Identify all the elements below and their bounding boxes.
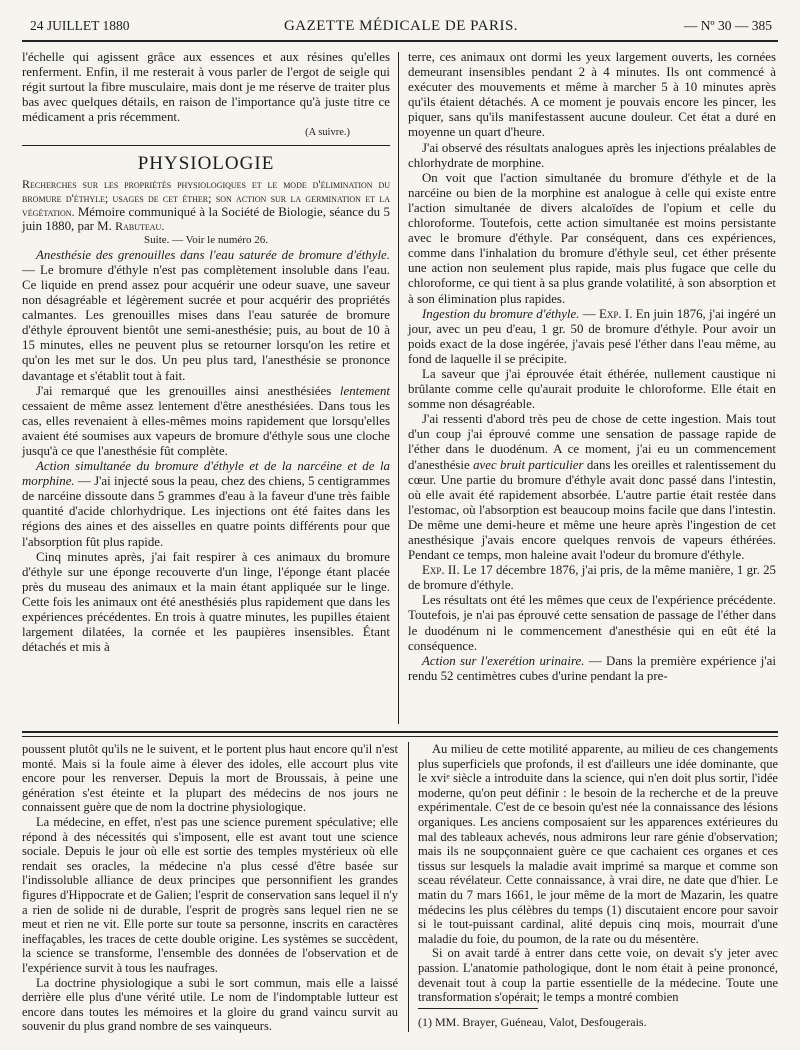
header-journal-title: GAZETTE MÉDICALE DE PARIS. bbox=[283, 18, 519, 34]
paragraph: poussent plutôt qu'ils ne le suivent, et le portent plus haut encore qu'il n'est monté. Mais si la foule aime à élever des idoles, elle accourt plus vite encore pour les renverser. Depuis la mort de Broussais, à peine une génération s'est éteinte et la plupart des médecins de nos jours ne connaissent guère que de nom la doctrine physiologique. bbox=[22, 742, 398, 815]
paragraph: On voit que l'action simultanée du bromure d'éthyle et de la narcéine ou bien de la morphine est analogue à celle qui existe entre l'action simultanée de divers alcaloïdes de l'opium et celle du chloroforme. Toutefois, cette action simultanée est moins persistante avec le bromure d'éthyle. Par conséquent, dans ces expériences, comme dans l'inhalation du bromure d'éthyle seul, cet éther présente une action non seulement plus rapide, mais plus fugace que celle du chloroforme, ce qui tient à sa plus grande volatilité, à son absorption et à son élimination plus rapides. bbox=[408, 170, 776, 306]
paragraph: J'ai observé des résultats analogues après les injections préalables de chlorhydrate de morphine. bbox=[408, 140, 776, 170]
top-right-column bbox=[408, 50, 776, 684]
paragraph: Action simultanée du bromure d'éthyle et de la narcéine et de la morphine. — J'ai injecté sous la peau, chez des chiens, 5 centigrammes de narcéine dissoute dans 5 grammes d'eau à la faveur d'une très faible quantité d'acide chlorhydrique. Les injections ont été faites dans les régions des aines et des aisselles en quatre points différents pour que l'absorption fût plus rapide. bbox=[22, 459, 390, 549]
feuilleton-rule-thin bbox=[22, 736, 778, 737]
paragraph: La saveur que j'ai éprouvée était éthérée, nullement caustique ni brûlante comme celle qu'aurait produite le chloroforme. Elle était en somme non désagréable. bbox=[408, 366, 776, 412]
bottom-right-column bbox=[418, 742, 778, 1005]
a-suivre-note: (A suivre.) bbox=[305, 127, 350, 139]
paragraph: J'ai ressenti d'abord très peu de chose de cette ingestion. Mais tout d'un coup j'ai éprouvé comme une sensation de passage rapide de l'éther dans le duodénum. A ce moment, j'ai eu un commencement d'anesthésie avec bruit particulier dans les oreilles et ralentissement du cœur. Une partie du bromure d'éthyle avait donc passé dans l'intestin, où elle avait été rapidement absorbée. L'autre partie était restée dans l'estomac, où l'absorption est beaucoup moins facile que dans l'intestin. De même une demi-heure et même une heure après l'ingestion de cet anesthésique j'avais encore quelques renvois de vapeurs éthérées. Pendant ce temps, mon haleine avait l'odeur du bromure d'éthyle. bbox=[408, 412, 776, 563]
paragraph: l'échelle qui agissent grâce aux essences et aux résines qu'elles renferment. Enfin, il me resterait à vous parler de l'ergot de seigle qui régit surtout la fibre musculaire, mais dont je me réserve de traiter plus bas avec quelques détails, en raison de l'importance qu'à juste titre ce médicament a pris récemment. bbox=[22, 50, 390, 125]
paragraph: Cinq minutes après, j'ai fait respirer à ces animaux du bromure d'éthyle sur une éponge recouverte d'un linge, l'éponge étant placée près du museau des animaux et la main étant appliquée sur le linge. Cette fois les animaux ont été anesthésiés plus rapidement que dans les expériences précédentes. En trois à quatre minutes, les pupilles étaient largement dilatées, la cornée et les paupières insensibles. Étant détachés et mis à bbox=[22, 549, 390, 655]
column-divider-bottom bbox=[408, 742, 409, 1032]
paragraph: Anesthésie des grenouilles dans l'eau saturée de bromure d'éthyle. — Le bromure d'éthyle n'est pas complètement insoluble dans l'eau. Ce liquide en prend assez pour acquérir une odeur suave, une saveur non désagréable et légèrement sucrée et pour acquérir des propriétés calmantes. Les grenouilles mises dans l'eau saturée de bromure d'éthyle éprouvent bientôt une semi-anesthésie; puis, au bout de 10 à 15 minutes, elles ne peuvent plus se retourner lorsqu'on les retire et qu'on les met sur le dos. Un peu plus tard, l'anesthésie se prononce davantage et s'établit tout à fait. bbox=[22, 247, 390, 383]
top-left-column bbox=[22, 50, 390, 655]
suite-note: Suite. — Voir le numéro 26. bbox=[144, 233, 268, 246]
paragraph: Si on avait tardé à entrer dans cette voie, on devait s'y jeter avec passion. L'anatomie pathologique, dont le nom était à peine prononcé, devenait tout à coup la partie essentielle de la médecine. Toute une transformation s'opérait; le temps a montré combien bbox=[418, 946, 778, 1005]
header-date: 24 JUILLET 1880 bbox=[30, 18, 130, 33]
paragraph: Action sur l'exerétion urinaire. — Dans la première expérience j'ai rendu 52 centimètres cubes d'urine pendant la pre- bbox=[408, 653, 776, 683]
paragraph: La médecine, en effet, n'est pas une science purement spéculative; elle répond à des nécessités qui s'imposent, elle est avant tout une science sociale. Depuis le jour où elle est sortie des temples mystérieux où elle rendait ses oracles, la médecine n'a plus cessé d'être basée sur l'indissoluble alliance de deux principes que personnifient les grandes figures d'Hippocrate et de Galien; l'esprit de conservation sans lequel il n'y a rien de solide ni de durable, l'esprit de progrès sans lequel rien ne se meut et rien ne vit. Elle porte sur toute sa personne, inscrits en caractères ineffaçables, les traces de cette double origine. Les systèmes se succèdent, la science se transforme, l'ensemble des données de l'observation et de l'expérience survit à tous les naufrages. bbox=[22, 814, 398, 975]
article-title: Recherches sur les propriétés physiologiques et le mode d'élimination du bromure d'éthyle; usages de cet éther; son action sur la germination et la végétation. Mémoire communiqué à la Société de Biologie, séance du 5 juin 1880, par M. Rabuteau. bbox=[22, 176, 391, 233]
page-header bbox=[30, 14, 772, 36]
section-title: PHYSIOLOGIE bbox=[137, 152, 275, 174]
footnote-rule bbox=[418, 1008, 538, 1009]
section-rule bbox=[22, 145, 390, 146]
paragraph: Les résultats ont été les mêmes que ceux de l'expérience précédente. Toutefois, je n'ai pas éprouvé cette sensation de passage de l'éther dans le duodénum ni le commencement d'anesthésie qui en eût été la conséquence. bbox=[408, 593, 776, 653]
paragraph: Exp. II. Le 17 décembre 1876, j'ai pris, de la même manière, 1 gr. 25 de bromure d'éthyle. bbox=[408, 563, 777, 593]
paragraph: Au milieu de cette motilité apparente, au milieu de ces changements plus superficiels que profonds, il est d'ailleurs une idée dominante, que le xviᵉ siècle a introduite dans la science, qui n'en doit plus sortir, l'idée moderne, qu'on peut définir : le besoin de la recherche et de la preuve expérimentale. C'est de ce besoin qu'est née la connaissance des lésions organiques. Les anciens composaient sur les apparences extérieures du mal des tableaux achevés, nous admirons leur rare génie d'observation; mais ils ne soupçonnaient guère ce que cachaient ces organes et ces tissus sur lesquels la maladie avait imprimé sa marque et comme son sceau révélateur. Cette connaissance, à vrai dire, ne date que d'hier. Le matin du 7 mars 1661, le jour même de la mort de Mazarin, les quatre médecins les plus célèbres du temps (1) discutaient encore pour savoir si le tout-puissant cardinal, alité depuis cinq mois, mourrait d'une maladie du foie, du poumon, de la rate ou du mésentère. bbox=[418, 742, 778, 946]
article-author: Rabuteau. bbox=[115, 218, 165, 233]
footnote: (1) MM. Brayer, Guéneau, Valot, Desfougerais. bbox=[418, 1015, 647, 1029]
column-divider-top bbox=[398, 52, 399, 724]
paragraph: Ingestion du bromure d'éthyle. — Exp. I. En juin 1876, j'ai ingéré un jour, avec un peu d'eau, 1 gr. 50 de bromure d'éthyle. Pour avoir un poids exact de la dose ingérée, j'avais pesé l'éther dans l'eau même, au fond de laquelle il se précipite. bbox=[408, 306, 776, 366]
paragraph: J'ai remarqué que les grenouilles ainsi anesthésiées lentement cessaient de même assez lentement d'être anesthésiées. Dans tous les cas, elles revenaient à elles-mêmes moins rapidement que lorsqu'elles avaient été soumises aux vapeurs de bromure d'éthyle sous une cloche jusqu'à ce que l'anesthésie fût complète. bbox=[22, 383, 390, 458]
bottom-left-column bbox=[22, 742, 398, 1034]
header-issue-page: — Nº 30 — 385 bbox=[683, 18, 772, 33]
feuilleton-rule bbox=[22, 731, 778, 733]
header-rule bbox=[22, 40, 778, 42]
paragraph: La doctrine physiologique a subi le sort commun, mais elle a laissé derrière elle plus d'une vérité utile. Le nom de l'indomptable lutteur est encore dans toutes les mémoires et la gloire du grand vaincu survit au souvenir du plus grand nombre de ses vainqueurs. bbox=[22, 975, 398, 1034]
paragraph: terre, ces animaux ont dormi les yeux largement ouverts, les cornées demeurant insensibles pendant 2 à 4 minutes. Ils ont commencé à exécuter des mouvements et même à marcher 5 à 10 minutes après qu'ils étaient détachés. A ce moment je pouvais encore les pincer, les piquer, sans qu'ils manifestassent aucune douleur. Cet état a duré en moyenne un quart d'heure. bbox=[408, 50, 776, 140]
